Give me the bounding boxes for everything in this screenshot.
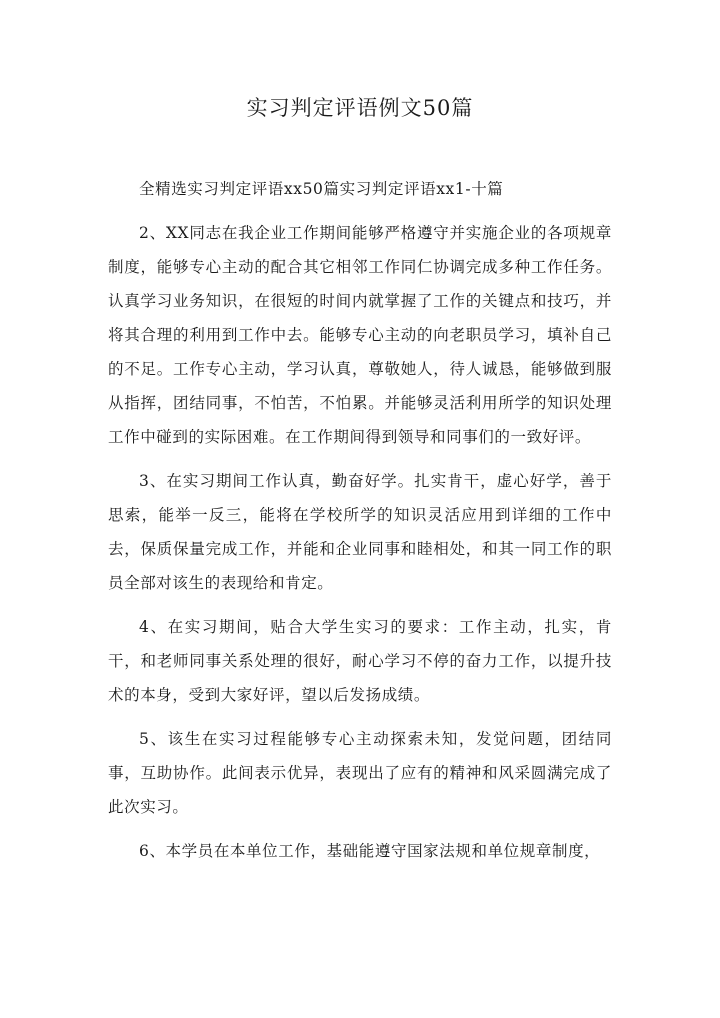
paragraph-item-5: 5、该生在实习过程能够专心主动探索未知，发觉问题，团结同事，互助协作。此间表示优异，表现出了应有的精神和风采圆满完成了此次实习。 <box>108 730 612 816</box>
paragraph-item-6: 6、本学员在本单位工作，基础能遵守国家法规和单位规章制度， <box>139 842 601 860</box>
paragraph-item-4: 4、在实习期间，贴合大学生实习的要求：工作主动，扎实，肯干，和老师同事关系处理的很好，耐心学习不停的奋力工作，以提升技术的本身，受到大家好评，望以后发扬成绩。 <box>108 618 612 704</box>
paragraph-item-2: 2、XX同志在我企业工作期间能够严格遵守并实施企业的各项规章制度，能够专心主动的配合其它相邻工作同仁协调完成多种工作任务。认真学习业务知识，在很短的时间内就掌握了工作的关键点和技巧，并将其合理的利用到工作中去。能够专心主动的向老职员学习，填补自己的不足。工作专心主动，学习认真，尊敬她人，待人诚恳，能够做到服从指挥，团结同事，不怕苦，不怕累。并能够灵活利用所学的知识处理工作中碰到的实际困难。在工作期间得到领导和同事们的一致好评。 <box>108 224 612 446</box>
document-title: 实习判定评语例文50篇 <box>246 96 474 120</box>
paragraph-intro: 全精选实习判定评语xx50篇实习判定评语xx1-十篇 <box>139 180 504 198</box>
document-body <box>108 172 612 868</box>
paragraph-item-3: 3、在实习期间工作认真，勤奋好学。扎实肯干，虚心好学，善于思索，能举一反三，能将在学校所学的知识灵活应用到详细的工作中去，保质保量完成工作，并能和企业同事和睦相处，和其一同工作的职员全部对该生的表现给和肯定。 <box>108 472 612 592</box>
